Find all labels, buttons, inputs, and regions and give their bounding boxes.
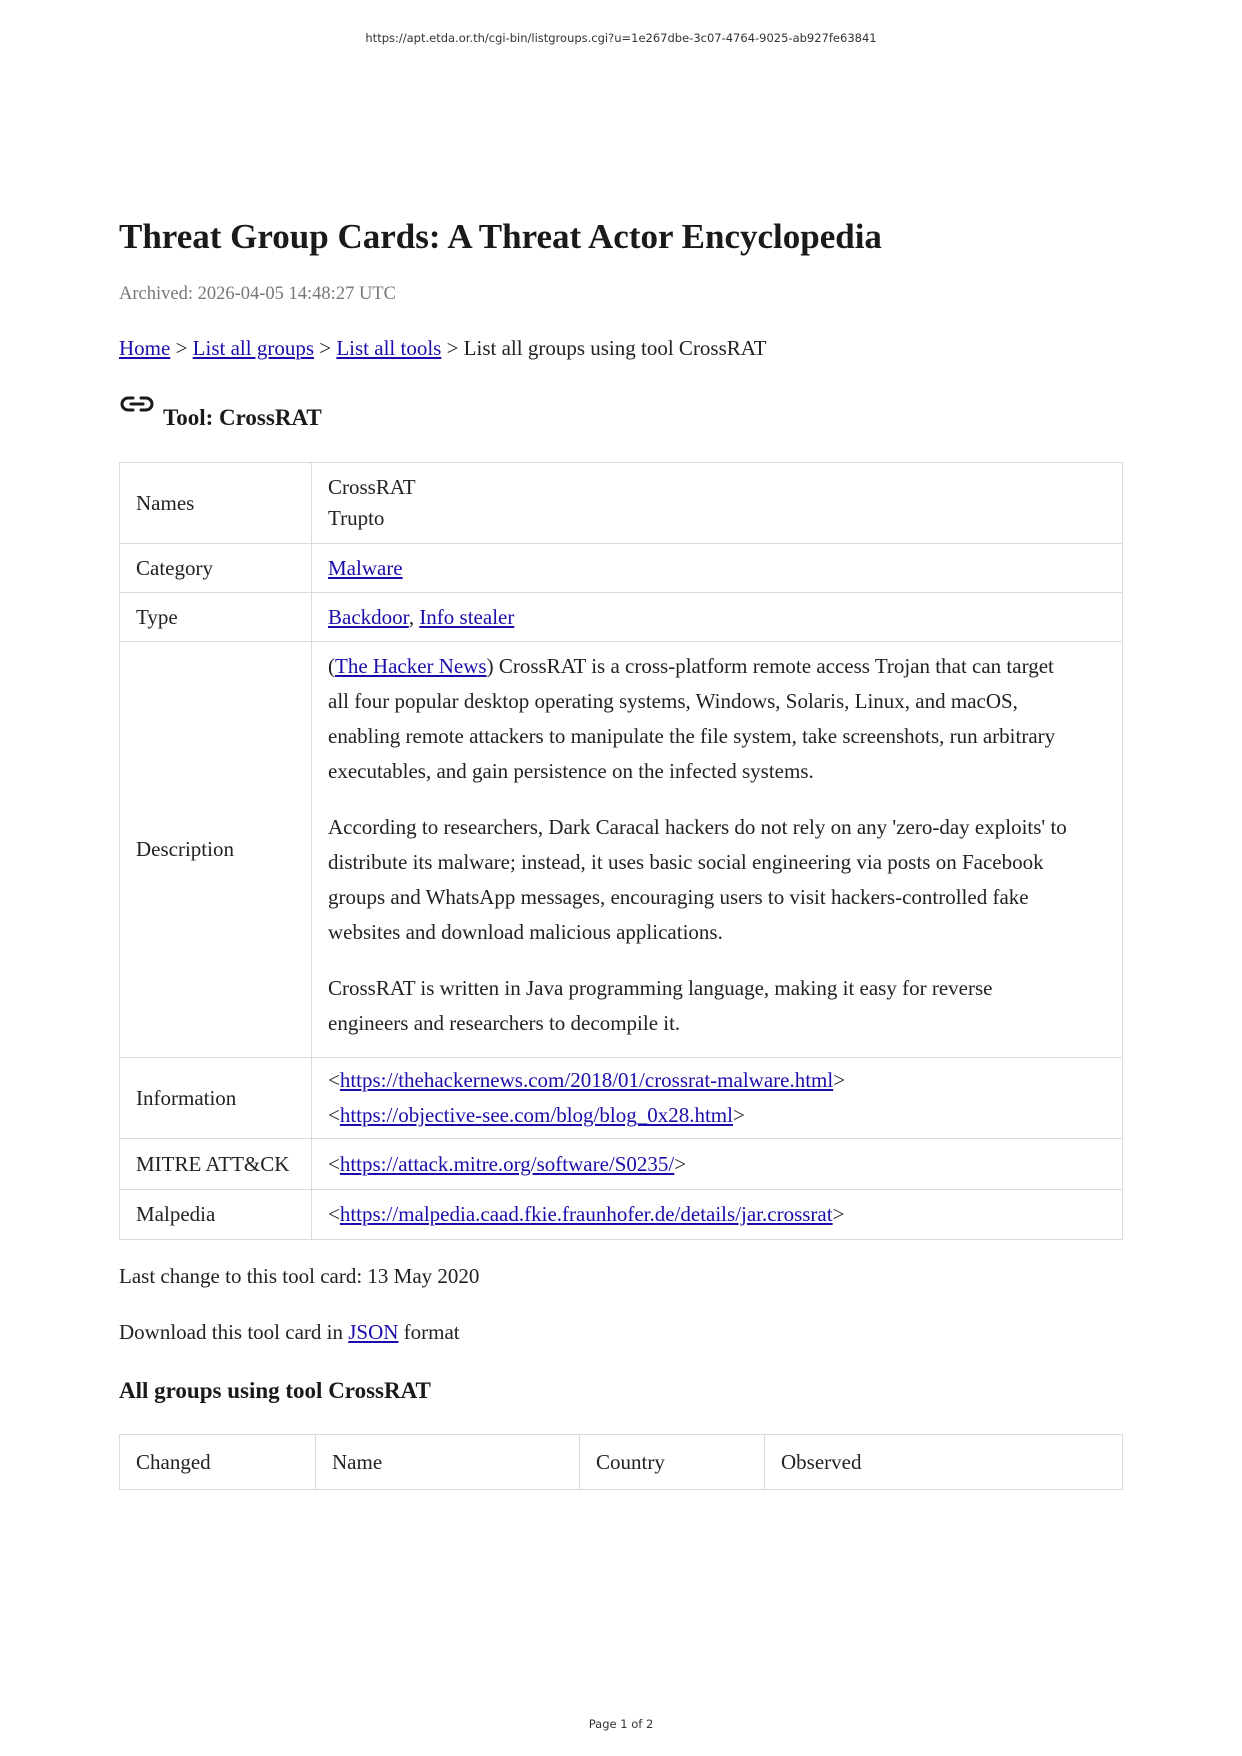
description-label: Description [120, 642, 312, 1058]
groups-heading: All groups using tool CrossRAT [119, 1378, 431, 1403]
names-label: Names [120, 463, 312, 544]
mitre-value [312, 1139, 1123, 1190]
breadcrumb [119, 333, 1123, 363]
tool-info-table [119, 462, 1123, 1240]
archived-timestamp: Archived: 2026-04-05 14:48:27 UTC [119, 284, 396, 304]
download-text [119, 1317, 1123, 1347]
angle-open: < [328, 1103, 340, 1127]
info-link-line [328, 1063, 1106, 1098]
page-number: Page 1 of 2 [588, 1717, 654, 1731]
name-entry: CrossRAT [328, 475, 416, 499]
column-header-observed[interactable]: Observed [765, 1435, 1123, 1490]
info-link-line [328, 1098, 1106, 1133]
table-row [120, 593, 1123, 642]
download-suffix: format [398, 1320, 460, 1344]
main-content [119, 210, 1123, 1490]
desc-line: CrossRAT is written in Java programming language, making it easy for reverse [328, 976, 993, 1000]
angle-open: < [328, 1068, 340, 1092]
name-entry: Trupto [328, 506, 385, 530]
desc-line: According to researchers, Dark Caracal hackers do not rely on any 'zero-day exploits' to [328, 815, 1067, 839]
angle-close: > [832, 1202, 845, 1226]
column-header-country[interactable]: Country [580, 1435, 765, 1490]
malpedia-label: Malpedia [120, 1190, 312, 1240]
desc-line: enabling remote attackers to manipulate the file system, take screenshots, run arbitrary [328, 724, 1056, 748]
desc-line: all four popular desktop operating systems, Windows, Solaris, Linux, and macOS, [328, 689, 1018, 713]
category-link[interactable]: Malware [328, 555, 403, 580]
page-url: https://apt.etda.or.th/cgi-bin/listgroups.cgi?u=1e267dbe-3c07-4764-9025-ab927fe63841 [365, 31, 877, 45]
breadcrumb-tools-link[interactable]: List all tools [336, 336, 442, 360]
groups-table [119, 1434, 1123, 1490]
tool-heading [119, 395, 1123, 431]
breadcrumb-groups-link[interactable]: List all groups [192, 336, 314, 360]
description-paragraph [328, 810, 1106, 950]
last-change-text: Last change to this tool card: 13 May 2020 [119, 1264, 480, 1288]
column-header-changed[interactable]: Changed [120, 1435, 316, 1490]
breadcrumb-current: > List all groups using tool CrossRAT [441, 336, 767, 360]
breadcrumb-home-link[interactable]: Home [119, 336, 171, 360]
objective-see-link[interactable]: https://objective-see.com/blog/blog_0x28.html [339, 1103, 733, 1127]
table-header-row [120, 1435, 1123, 1490]
desc-line: executables, and gain persistence on the infected systems. [328, 759, 814, 783]
download-prefix: Download this tool card in [119, 1320, 349, 1344]
desc-line: ) CrossRAT is a cross-platform remote access Trojan that can target [486, 654, 1054, 678]
breadcrumb-separator: > [170, 336, 193, 360]
desc-line: groups and WhatsApp messages, encouraging users to visit hackers-controlled fake [328, 885, 1029, 909]
angle-close: > [833, 1068, 846, 1092]
page-title: Threat Group Cards: A Threat Actor Encyclopedia [119, 217, 882, 256]
source-link[interactable]: The Hacker News [335, 654, 487, 678]
category-value [312, 544, 1123, 593]
paren: ( [328, 654, 335, 678]
mitre-link[interactable]: https://attack.mitre.org/software/S0235/ [339, 1151, 675, 1176]
table-row [120, 544, 1123, 593]
type-backdoor-link[interactable]: Backdoor [328, 604, 409, 629]
type-info-stealer-link[interactable]: Info stealer [419, 604, 515, 629]
desc-line: distribute its malware; instead, it uses basic social engineering via posts on Facebook [328, 850, 1044, 874]
link-icon [119, 393, 155, 419]
table-row [120, 1058, 1123, 1139]
mitre-label: MITRE ATT&CK [120, 1139, 312, 1190]
malpedia-link[interactable]: https://malpedia.caad.fkie.fraunhofer.de/details/jar.crossrat [339, 1202, 833, 1226]
desc-line: websites and download malicious applications. [328, 920, 723, 944]
angle-open: < [328, 1202, 340, 1226]
json-download-link[interactable]: JSON [348, 1320, 399, 1344]
description-value [312, 642, 1123, 1058]
angle-close: > [732, 1103, 745, 1127]
category-label: Category [120, 544, 312, 593]
type-separator: , [408, 604, 420, 629]
table-row [120, 1190, 1123, 1240]
thehackernews-link[interactable]: https://thehackernews.com/2018/01/crossrat-malware.html [339, 1068, 834, 1092]
angle-close: > [674, 1151, 687, 1176]
tool-title: Tool: CrossRAT [163, 405, 322, 430]
angle-open: < [328, 1151, 340, 1176]
information-value [312, 1058, 1123, 1139]
column-header-name[interactable]: Name [316, 1435, 580, 1490]
breadcrumb-separator: > [314, 336, 337, 360]
type-label: Type [120, 593, 312, 642]
names-value [312, 463, 1123, 544]
type-value [312, 593, 1123, 642]
description-paragraph [328, 971, 1106, 1041]
description-paragraph [328, 649, 1106, 789]
information-label: Information [120, 1058, 312, 1139]
table-row [120, 1139, 1123, 1190]
malpedia-value [312, 1190, 1123, 1240]
desc-line: engineers and researchers to decompile it. [328, 1011, 681, 1035]
table-row [120, 463, 1123, 544]
table-row [120, 642, 1123, 1058]
